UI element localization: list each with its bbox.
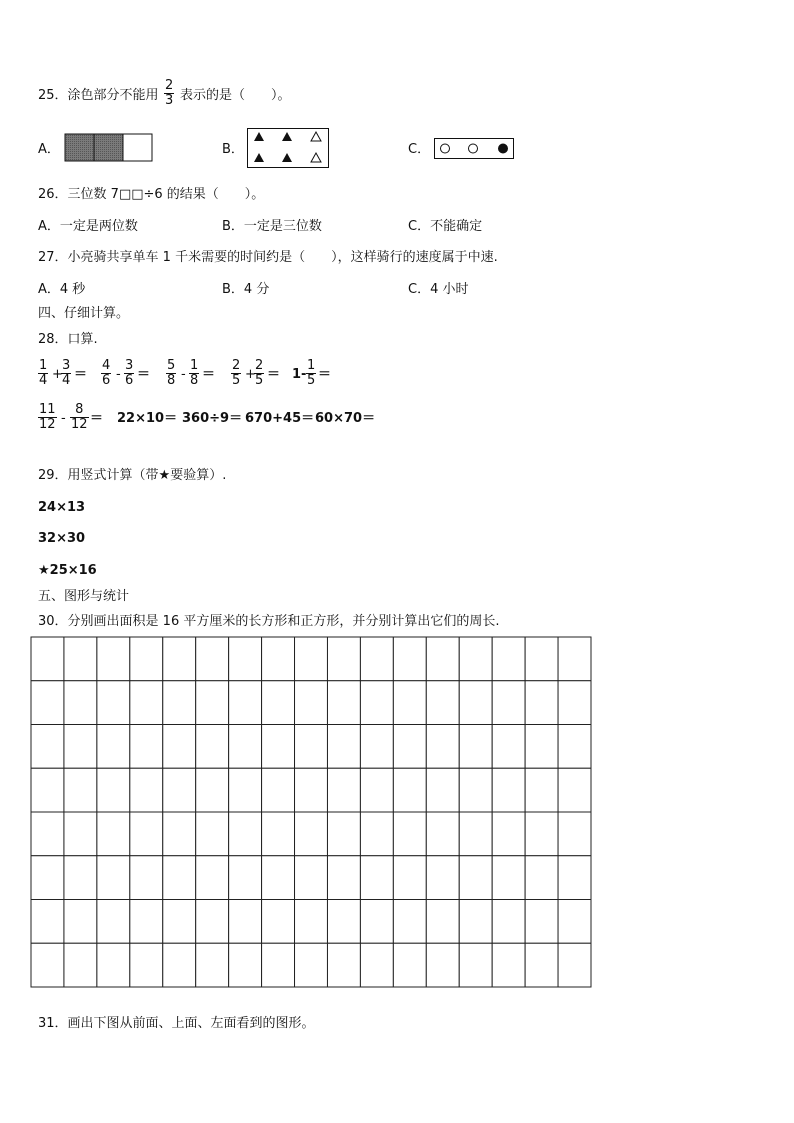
q30-number: 30． — [38, 614, 68, 629]
grid-cell[interactable] — [459, 900, 492, 944]
q25-option-b-label: B． — [222, 142, 244, 157]
grid-cell[interactable] — [229, 681, 262, 725]
grid-cell[interactable] — [492, 725, 525, 769]
grid-cell[interactable] — [360, 856, 393, 900]
grid-cell[interactable] — [130, 725, 163, 769]
grid-cell[interactable] — [295, 943, 328, 987]
q25-number: 25． — [38, 88, 68, 103]
grid-cell[interactable] — [97, 900, 130, 944]
grid-cell[interactable] — [295, 637, 328, 681]
grid-cell[interactable] — [327, 856, 360, 900]
grid-cell[interactable] — [426, 856, 459, 900]
bar-part-2-shaded — [94, 134, 123, 161]
grid-cell[interactable] — [558, 637, 591, 681]
grid-cell[interactable] — [163, 943, 196, 987]
grid-cell[interactable] — [130, 856, 163, 900]
grid-cell[interactable] — [97, 725, 130, 769]
grid-cell[interactable] — [262, 856, 295, 900]
q28-e10: 60×70＝ — [315, 411, 376, 426]
grid-cell[interactable] — [31, 768, 64, 812]
grid-cell[interactable] — [393, 681, 426, 725]
section-5-title: 五、图形与统计 — [38, 589, 130, 604]
grid-cell[interactable] — [196, 725, 229, 769]
grid-cell[interactable] — [97, 943, 130, 987]
grid-cell[interactable] — [31, 812, 64, 856]
grid-cell[interactable] — [196, 681, 229, 725]
q25-stem-line — [38, 88, 159, 104]
q25-option-c-label: C． — [408, 142, 431, 157]
q28-e1-operator: + — [52, 367, 63, 382]
q27-option-a-label: A． — [38, 282, 60, 297]
q28-e6-fraction-b: $\frac{8}{12}$ — [71, 402, 88, 432]
grid-cell[interactable] — [196, 943, 229, 987]
q31-number: 31． — [38, 1016, 68, 1031]
grid-cell[interactable] — [426, 681, 459, 725]
grid-cell[interactable] — [327, 725, 360, 769]
q28-e4-fraction-a: $\frac{2}{5}$ — [232, 358, 241, 388]
grid-cell[interactable] — [525, 768, 558, 812]
grid-cell[interactable] — [525, 943, 558, 987]
grid-cell[interactable] — [130, 681, 163, 725]
grid-cell[interactable] — [360, 812, 393, 856]
q26-option-b-label: B． — [222, 219, 244, 234]
grid-cell[interactable] — [525, 637, 558, 681]
grid-cell[interactable] — [163, 637, 196, 681]
q29-number: 29． — [38, 468, 68, 483]
q27-option-b-text: 4 分 — [243, 282, 270, 297]
q28-e5-lead: 1- — [292, 367, 307, 382]
grid-cell[interactable] — [64, 812, 97, 856]
grid-cell[interactable] — [558, 681, 591, 725]
q28-e8: 360÷9＝ — [182, 411, 243, 426]
q26-option-c — [408, 219, 482, 235]
q25-option-b-figure — [247, 128, 329, 168]
grid-cell[interactable] — [360, 681, 393, 725]
grid-cell[interactable] — [196, 812, 229, 856]
q27-option-c — [408, 282, 468, 298]
grid-cell[interactable] — [360, 725, 393, 769]
q31-stem-line — [38, 1016, 315, 1032]
grid-cell[interactable] — [163, 856, 196, 900]
grid-cell[interactable] — [64, 856, 97, 900]
q28-e3-operator: - — [181, 367, 186, 382]
grid-cell[interactable] — [196, 900, 229, 944]
q31-stem: 画出下图从前面、上面、左面看到的图形。 — [67, 1016, 315, 1031]
grid-cell[interactable] — [426, 768, 459, 812]
q27-option-a — [38, 282, 85, 298]
q26-stem: 三位数 7□□÷6 的结果（ ）。 — [67, 187, 265, 202]
grid-cell[interactable] — [229, 725, 262, 769]
grid-cell[interactable] — [558, 812, 591, 856]
grid-cell[interactable] — [327, 637, 360, 681]
grid-cell[interactable] — [31, 900, 64, 944]
q26-option-a — [38, 219, 138, 235]
empty-circle-icon — [469, 144, 478, 153]
grid-cell[interactable] — [229, 943, 262, 987]
grid-cell[interactable] — [558, 900, 591, 944]
grid-cell[interactable] — [525, 681, 558, 725]
grid-cell[interactable] — [163, 725, 196, 769]
q29-item-3: ★25×16 — [38, 563, 97, 578]
q29-stem: 用竖式计算（带★要验算）. — [67, 468, 227, 483]
q27-stem-line — [38, 250, 498, 266]
bar-part-3-empty — [123, 134, 152, 161]
grid-cell[interactable] — [196, 637, 229, 681]
grid-cell[interactable] — [393, 725, 426, 769]
q27-stem: 小亮骑共享单车 1 千米需要的时间约是（ ），这样骑行的速度属于中速. — [67, 250, 498, 265]
grid-cell[interactable] — [130, 812, 163, 856]
grid-cell[interactable] — [393, 943, 426, 987]
grid-cell[interactable] — [327, 681, 360, 725]
grid-cell[interactable] — [163, 768, 196, 812]
grid-cell[interactable] — [163, 900, 196, 944]
grid-cell[interactable] — [64, 681, 97, 725]
grid-cell[interactable] — [360, 637, 393, 681]
q27-number: 27． — [38, 250, 68, 265]
grid-cell[interactable] — [393, 637, 426, 681]
grid-cell[interactable] — [64, 768, 97, 812]
grid-cell[interactable] — [492, 943, 525, 987]
grid-cell[interactable] — [295, 725, 328, 769]
grid-cell[interactable] — [558, 725, 591, 769]
q27-option-b — [222, 282, 269, 298]
q28-e2-operator: - — [116, 367, 121, 382]
grid-cell[interactable] — [31, 856, 64, 900]
grid-cell[interactable] — [262, 900, 295, 944]
q28-e2-fraction-a: $\frac{4}{6}$ — [102, 358, 111, 388]
grid-cell[interactable] — [525, 812, 558, 856]
grid-cell[interactable] — [97, 768, 130, 812]
filled-circle-icon — [498, 144, 508, 154]
grid-cell[interactable] — [327, 768, 360, 812]
q28-stem-line — [38, 332, 98, 348]
grid-cell[interactable] — [492, 637, 525, 681]
q28-e1-fraction-b: $\frac{3}{4}$ — [62, 358, 71, 388]
grid-cell[interactable] — [525, 725, 558, 769]
grid-cell[interactable] — [295, 681, 328, 725]
grid-cell[interactable] — [327, 812, 360, 856]
q28-e1-equals: ＝ — [74, 367, 88, 382]
q28-e5-equals: ＝ — [318, 367, 332, 382]
grid-cell[interactable] — [558, 768, 591, 812]
q25-fraction-numerator: 2 — [165, 78, 174, 93]
grid-cell[interactable] — [163, 681, 196, 725]
grid-cell[interactable] — [393, 900, 426, 944]
grid-cell[interactable] — [262, 768, 295, 812]
grid-cell[interactable] — [295, 768, 328, 812]
grid-cell[interactable] — [97, 681, 130, 725]
grid-cell[interactable] — [492, 768, 525, 812]
grid-cell[interactable] — [360, 900, 393, 944]
q27-option-b-label: B． — [222, 282, 244, 297]
q29-stem-line — [38, 468, 226, 484]
grid-cell[interactable] — [558, 943, 591, 987]
grid-cell[interactable] — [459, 725, 492, 769]
grid-cell[interactable] — [360, 943, 393, 987]
grid-cell[interactable] — [327, 943, 360, 987]
q30-drawing-grid[interactable] — [30, 636, 592, 988]
grid-cell[interactable] — [525, 900, 558, 944]
grid-cell[interactable] — [229, 812, 262, 856]
grid-cell[interactable] — [295, 900, 328, 944]
grid-cell[interactable] — [64, 943, 97, 987]
grid-cell[interactable] — [262, 681, 295, 725]
q26-number: 26． — [38, 187, 68, 202]
grid-cell[interactable] — [229, 856, 262, 900]
q25-option-a-figure — [64, 133, 154, 163]
q27-option-c-text: 4 小时 — [430, 282, 469, 297]
section-4-title: 四、仔细计算。 — [38, 306, 130, 321]
q28-e2-fraction-b: $\frac{3}{6}$ — [125, 358, 134, 388]
q28-e6-operator: - — [61, 411, 66, 426]
grid-cell[interactable] — [426, 637, 459, 681]
q28-number: 28． — [38, 332, 68, 347]
grid-cell[interactable] — [31, 681, 64, 725]
grid-cell[interactable] — [459, 768, 492, 812]
q26-option-c-text: 不能确定 — [430, 219, 483, 234]
q25-stem-after: 表示的是（ ）。 — [180, 88, 291, 103]
grid-cell[interactable] — [64, 637, 97, 681]
q28-e6-equals: ＝ — [90, 411, 104, 426]
q27-option-c-label: C． — [408, 282, 431, 297]
grid-cell[interactable] — [327, 900, 360, 944]
q26-option-b — [222, 219, 322, 235]
q28-e2-equals: ＝ — [137, 367, 151, 382]
q25-fraction-denominator: 3 — [165, 93, 174, 108]
q29-item-2: 32×30 — [38, 531, 86, 546]
grid-cell[interactable] — [262, 812, 295, 856]
grid-cell[interactable] — [130, 943, 163, 987]
grid-cell[interactable] — [393, 856, 426, 900]
bar-part-1-shaded — [65, 134, 94, 161]
grid-cell[interactable] — [459, 943, 492, 987]
grid-cell[interactable] — [426, 725, 459, 769]
grid-cell[interactable] — [229, 900, 262, 944]
grid-cell[interactable] — [393, 812, 426, 856]
q28-e3-fraction-a: $\frac{5}{8}$ — [167, 358, 176, 388]
grid-cell[interactable] — [97, 812, 130, 856]
grid-cell[interactable] — [525, 856, 558, 900]
q28-e6-fraction-a: $\frac{11}{12}$ — [39, 402, 56, 432]
grid-cell[interactable] — [393, 768, 426, 812]
q28-e4-fraction-b: $\frac{2}{5}$ — [255, 358, 264, 388]
grid-cell[interactable] — [130, 900, 163, 944]
grid-cell[interactable] — [426, 812, 459, 856]
grid-cell[interactable] — [459, 637, 492, 681]
q27-option-a-text: 4 秒 — [59, 282, 86, 297]
q28-stem: 口算. — [67, 332, 98, 347]
grid-cell[interactable] — [196, 768, 229, 812]
grid-cell[interactable] — [492, 856, 525, 900]
q26-option-a-label: A． — [38, 219, 60, 234]
q28-e3-equals: ＝ — [202, 367, 216, 382]
q25-option-c-figure — [434, 138, 514, 159]
grid-cell[interactable] — [459, 812, 492, 856]
q26-stem-line — [38, 187, 264, 203]
grid-cell[interactable] — [163, 812, 196, 856]
grid-cell[interactable] — [64, 725, 97, 769]
empty-circle-icon — [441, 144, 450, 153]
q26-option-a-text: 一定是两位数 — [59, 219, 138, 234]
grid-cell[interactable] — [459, 681, 492, 725]
q25-fraction — [164, 79, 174, 108]
grid-cell[interactable] — [64, 900, 97, 944]
q30-stem: 分别画出面积是 16 平方厘米的长方形和正方形，并分别计算出它们的周长. — [67, 614, 500, 629]
q26-option-c-label: C． — [408, 219, 431, 234]
grid-cell[interactable] — [558, 856, 591, 900]
grid-cell[interactable] — [229, 768, 262, 812]
q28-e5-fraction: $\frac{1}{5}$ — [307, 358, 316, 388]
q30-stem-line — [38, 614, 500, 630]
grid-cell[interactable] — [426, 900, 459, 944]
grid-cell[interactable] — [262, 725, 295, 769]
grid-cell[interactable] — [97, 637, 130, 681]
grid-cell[interactable] — [492, 681, 525, 725]
q25-option-a-label: A． — [38, 142, 60, 157]
q28-e9: 670+45＝ — [245, 411, 315, 426]
grid-cell[interactable] — [360, 768, 393, 812]
grid-cell[interactable] — [426, 943, 459, 987]
grid-cell[interactable] — [31, 943, 64, 987]
q26-option-b-text: 一定是三位数 — [243, 219, 322, 234]
q28-e1-fraction-a: $\frac{1}{4}$ — [39, 358, 48, 388]
grid-cell[interactable] — [130, 637, 163, 681]
q29-item-1: 24×13 — [38, 500, 86, 515]
grid-cell[interactable] — [459, 856, 492, 900]
grid-cell[interactable] — [31, 637, 64, 681]
grid-cell[interactable] — [130, 768, 163, 812]
q28-e7: 22×10＝ — [117, 411, 178, 426]
q25-stem-before: 涂色部分不能用 — [67, 88, 159, 103]
q28-e3-fraction-b: $\frac{1}{8}$ — [190, 358, 199, 388]
grid-cell[interactable] — [262, 943, 295, 987]
grid-cell[interactable] — [31, 725, 64, 769]
grid-cell[interactable] — [492, 812, 525, 856]
grid-cell[interactable] — [492, 900, 525, 944]
grid-cell[interactable] — [262, 637, 295, 681]
q28-e4-operator: + — [245, 367, 256, 382]
grid-cell[interactable] — [229, 637, 262, 681]
grid-cell[interactable] — [295, 812, 328, 856]
grid-cell[interactable] — [196, 856, 229, 900]
q28-e4-equals: ＝ — [267, 367, 281, 382]
grid-cell[interactable] — [295, 856, 328, 900]
grid-cell[interactable] — [97, 856, 130, 900]
